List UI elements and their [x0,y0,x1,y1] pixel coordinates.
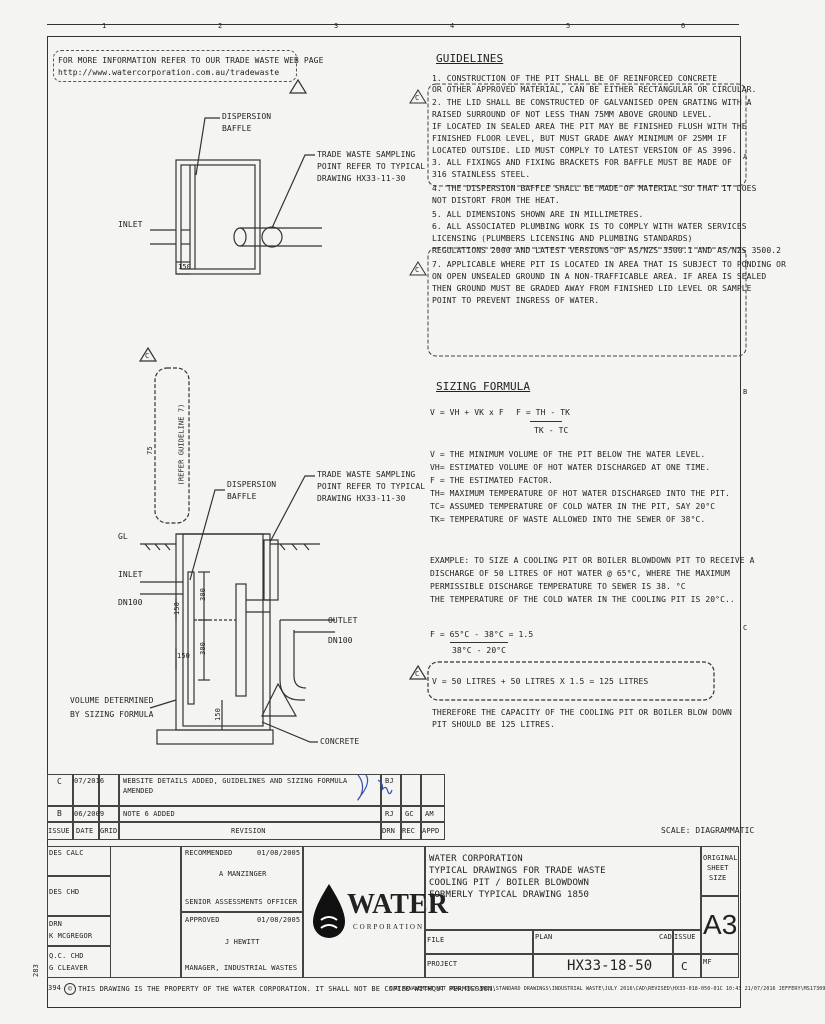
water-drop-logo-icon [309,882,349,942]
rev-b-drn: RJ [385,810,394,818]
guideline-line: OR OTHER APPROVED MATERIAL, CAN BE EITHER RECTANGULAR OR CIRCULAR. [432,85,757,94]
dim-150-lower: 150 [213,708,222,721]
guideline-line: 7. APPLICABLE WHERE PIT IS LOCATED IN AREA THAT IS SUBJECT TO PONDING OR [432,260,786,269]
page-number: 394 [48,984,61,992]
conclusion-line-2: PIT SHOULD BE 125 LITRES. [432,720,555,729]
guideline-line: 6. ALL ASSOCIATED PLUMBING WORK IS TO COMPLY WITH WATER SERVICES [432,222,747,231]
logo-sub: CORPORATION [353,923,425,931]
guideline-line: THEN GROUND MUST BE GRADED AWAY FROM FINISHED LID LEVEL OR SAMPLE [432,284,752,293]
sizing-result: V = 50 LITRES + 50 LITRES X 1.5 = 125 LITRES [432,677,649,686]
plan-sampling-label-2: POINT REFER TO TYPICAL [317,162,426,171]
info-line-1: FOR MORE INFORMATION REFER TO OUR TRADE WASTE WEB PAGE [58,56,324,65]
recommended-date: 01/08/2005 [257,849,301,857]
header-rec: REC [402,827,415,835]
definition-line: V = THE MINIMUM VOLUME OF THE PIT BELOW THE WATER LEVEL. [430,450,706,459]
title-line-4: FORMERLY TYPICAL DRAWING 1850 [429,890,590,900]
dim-300-lower: 300 [198,642,207,655]
section-outlet-dn: DN100 [328,636,353,645]
drn-name: K MCGREGOR [49,932,93,940]
guideline-line: ON OPEN UNSEALED GROUND IN A NON-TRAFFICABLE AREA. IF AREA IS SEALED [432,272,767,281]
definition-line: TK= TEMPERATURE OF WASTE ALLOWED INTO THE SEWER OF 38°C. [430,515,706,524]
cad-label: CAD [659,933,672,941]
definition-line: F = THE ESTIMATED FACTOR. [430,476,553,485]
calc-denominator: 38°C - 20°C [452,646,507,655]
rev-c-drn: BJ [385,777,394,785]
drawing-number: HX33-18-50 [567,958,653,974]
plan-sampling-label-1: TRADE WASTE SAMPLING [317,150,416,159]
grid-row-c: C [743,624,748,632]
grid-col-2: 2 [218,22,223,30]
volume-label-1: VOLUME DETERMINED [70,696,154,705]
des-calc-label: DES CALC [49,849,84,857]
guideline-line: IF LOCATED IN SEALED AREA THE PIT MAY BE FINISHED FLUSH WITH THE [432,122,747,131]
example-line: PERMISSIBLE DISCHARGE TEMPERATURE TO SEWER IS 38. °C [430,582,686,591]
guideline-line: 3. ALL FIXINGS AND FIXING BRACKETS FOR BAFFLE MUST BE MADE OF [432,158,732,167]
rev-b-rec: GC [405,810,414,818]
grid-col-6: 6 [681,22,686,30]
mf-label: MF [703,958,712,966]
concrete-label: CONCRETE [320,737,360,746]
original-size-2: SHEET [707,864,729,872]
qc-name: G CLEAVER [49,964,88,972]
approved-title: MANAGER, INDUSTRIAL WASTES [185,964,298,972]
guideline-line: RAISED SURROUND OF NOT LESS THAN 75MM ABOVE GROUND LEVEL. [432,110,713,119]
title-line-3: COOLING PIT / BOILER BLOWDOWN [429,878,590,888]
qc-chd-label: Q.C. CHD [49,952,84,960]
guideline-line: POINT TO PREVENT INGRESS OF WATER. [432,296,600,305]
section-sampling-label-1: TRADE WASTE SAMPLING [317,470,416,479]
section-baffle-label-2: BAFFLE [227,492,257,501]
section-rev: C [145,352,150,360]
refer-guideline-label: (REFER GUIDELINE 7) [177,403,186,486]
scale-label: SCALE: DIAGRAMMATIC [661,826,755,835]
definition-line: VH= ESTIMATED VOLUME OF HOT WATER DISCHARGED AT ONE TIME. [430,463,711,472]
calc-numerator: F = 65°C - 38°C = 1.5 [430,630,534,639]
copyright-icon: © [64,983,76,995]
guideline-line: LICENSING (PLUMBERS LICENSING AND PLUMBING STANDARDS) [432,234,693,243]
guideline-rev-2: C [415,266,420,274]
definition-line: TH= MAXIMUM TEMPERATURE OF HOT WATER DISCHARGED INTO THE PIT. [430,489,730,498]
guideline-line: REGULATIONS 2000 AND LATEST VERSIONS OF AS/NZS 3500.1 AND AS/NZS 3500.2 [432,246,782,255]
header-appd: APPD [422,827,440,835]
guideline-line: NOT DISTORT FROM THE HEAT. [432,196,560,205]
section-sampling-label-3: DRAWING HX33-11-30 [317,494,406,503]
recommended-name: A MANZINGER [219,870,267,878]
rev-b-appd: AM [425,810,434,818]
drn-label: DRN [49,920,62,928]
recommended-title: SENIOR ASSESSMENTS OFFICER [185,898,298,906]
plan-baffle-label-1: DISPERSION [222,112,272,121]
header-issue: ISSUE [48,827,70,835]
header-revision: REVISION [231,827,266,835]
conclusion-line-1: THEREFORE THE CAPACITY OF THE COOLING PIT OR BOILER BLOW DOWN [432,708,732,717]
formula-f-numerator: F = TH - TK [516,408,571,417]
des-chd-label: DES CHD [49,888,80,896]
section-outlet-label: OUTLET [328,616,358,625]
sizing-rev: C [415,670,420,678]
plan-dim-150: 150 [178,263,191,271]
header-drn: DRN [382,827,395,835]
definition-line: TC= ASSUMED TEMPERATURE OF COLD WATER IN THE PIT, SAY 20°C [430,502,716,511]
section-inlet-dn: DN100 [118,598,143,607]
approved-label: APPROVED [185,916,220,924]
guideline-line: 1. CONSTRUCTION OF THE PIT SHALL BE OF REINFORCED CONCRETE [432,74,718,83]
copyright-notice: THIS DRAWING IS THE PROPERTY OF THE WATER CORPORATION. IT SHALL NOT BE COPIED WITHOUT PERMISSION. [78,985,497,993]
formula-f-denominator: TK - TC [534,426,569,435]
guideline-line: 2. THE LID SHALL BE CONSTRUCTED OF GALVANISED OPEN GRATING WITH A [432,98,752,107]
issue-value: C [681,960,688,973]
title-block [47,846,739,978]
rev-b-date: 06/2009 [74,810,105,818]
grid-col-4: 4 [450,22,455,30]
title-line-1: WATER CORPORATION [429,854,523,864]
example-line: THE TEMPERATURE OF THE COLD WATER IN THE COOLING PIT IS 20°C.. [430,595,735,604]
grid-col-3: 3 [334,22,339,30]
info-link[interactable]: http://www.watercorporation.com.au/tradewaste [58,68,280,77]
logo-word: WATER [347,889,449,920]
ground-level-label: GL [118,532,128,541]
guideline-rev-1: C [415,94,420,102]
guideline-line: FINISHED FLOOR LEVEL, BUT MUST GRADE AWAY MINIMUM OF 25MM IF [432,134,727,143]
header-grid: GRID [100,827,118,835]
volume-label-2: BY SIZING FORMULA [70,710,154,719]
header-date: DATE [76,827,94,835]
rev-b-description: NOTE 6 ADDED [123,810,175,818]
plan-baffle-label-2: BAFFLE [222,124,252,133]
original-size-3: SIZE [709,874,727,882]
dim-150-upper: 150 [172,602,181,615]
rev-c-description: WEBSITE DETAILS ADDED, GUIDELINES AND SIZING FORMULA [123,777,348,785]
plan-label: PLAN [535,933,553,941]
rev-c-issue: C [57,777,62,786]
guideline-line: 5. ALL DIMENSIONS SHOWN ARE IN MILLIMETRES. [432,210,644,219]
grid-row-a: A [743,153,748,161]
guideline-line: 316 STAINLESS STEEL. [432,170,531,179]
rev-b-issue: B [57,809,62,818]
original-size-1: ORIGINAL [703,854,738,862]
section-sampling-label-2: POINT REFER TO TYPICAL [317,482,426,491]
section-dim-75: 75 [145,446,154,455]
example-line: DISCHARGE OF 50 LITRES OF HOT WATER @ 65°C, WHERE THE MAXIMUM [430,569,730,578]
sheet-size: A3 [703,909,738,940]
dim-300-upper: 300 [198,588,207,601]
dim-150-middle: 150 [177,652,190,660]
file-path: CAD MANAGEMENT_NOT READ ONLY\WWCS\STANDARD DRAWINGS\INDUSTRIAL WASTE\JULY 2016\CAD\REVISED\HX33-018-050-01C 10:43 21/07/2016 JEFFERY\MS17309 [390,986,825,992]
formula-v: V = VH + VK x F [430,408,504,417]
rev-c-date: 07/2016 [74,777,105,785]
guidelines-title: GUIDELINES [436,52,504,65]
project-label: PROJECT [427,960,458,968]
grid-row-b: B [743,388,748,396]
grid-col-5: 5 [566,22,571,30]
guideline-line: LOCATED OUTSIDE. LID MUST COMPLY TO LATEST VERSION OF AS 3996. [432,146,737,155]
plan-inlet-label: INLET [118,220,143,229]
side-number: 283 [31,964,40,977]
recommended-label: RECOMMENDED [185,849,233,857]
file-label: FILE [427,936,445,944]
plan-sampling-label-3: DRAWING HX33-11-30 [317,174,406,183]
rev-c-description-2: AMENDED [123,787,154,795]
section-inlet-label: INLET [118,570,143,579]
guideline-line: 4. THE DISPERSION BAFFLE SHALL BE MADE OF MATERIAL SO THAT IT DOES [432,184,757,193]
grid-col-1: 1 [102,22,107,30]
title-line-2: TYPICAL DRAWINGS FOR TRADE WASTE [429,866,606,876]
section-baffle-label-1: DISPERSION [227,480,277,489]
approved-name: J HEWITT [225,938,260,946]
sizing-title: SIZING FORMULA [436,380,531,393]
issue-label: ISSUE [674,933,696,941]
example-line: EXAMPLE: TO SIZE A COOLING PIT OR BOILER BLOWDOWN PIT TO RECEIVE A [430,556,755,565]
approved-date: 01/08/2005 [257,916,301,924]
